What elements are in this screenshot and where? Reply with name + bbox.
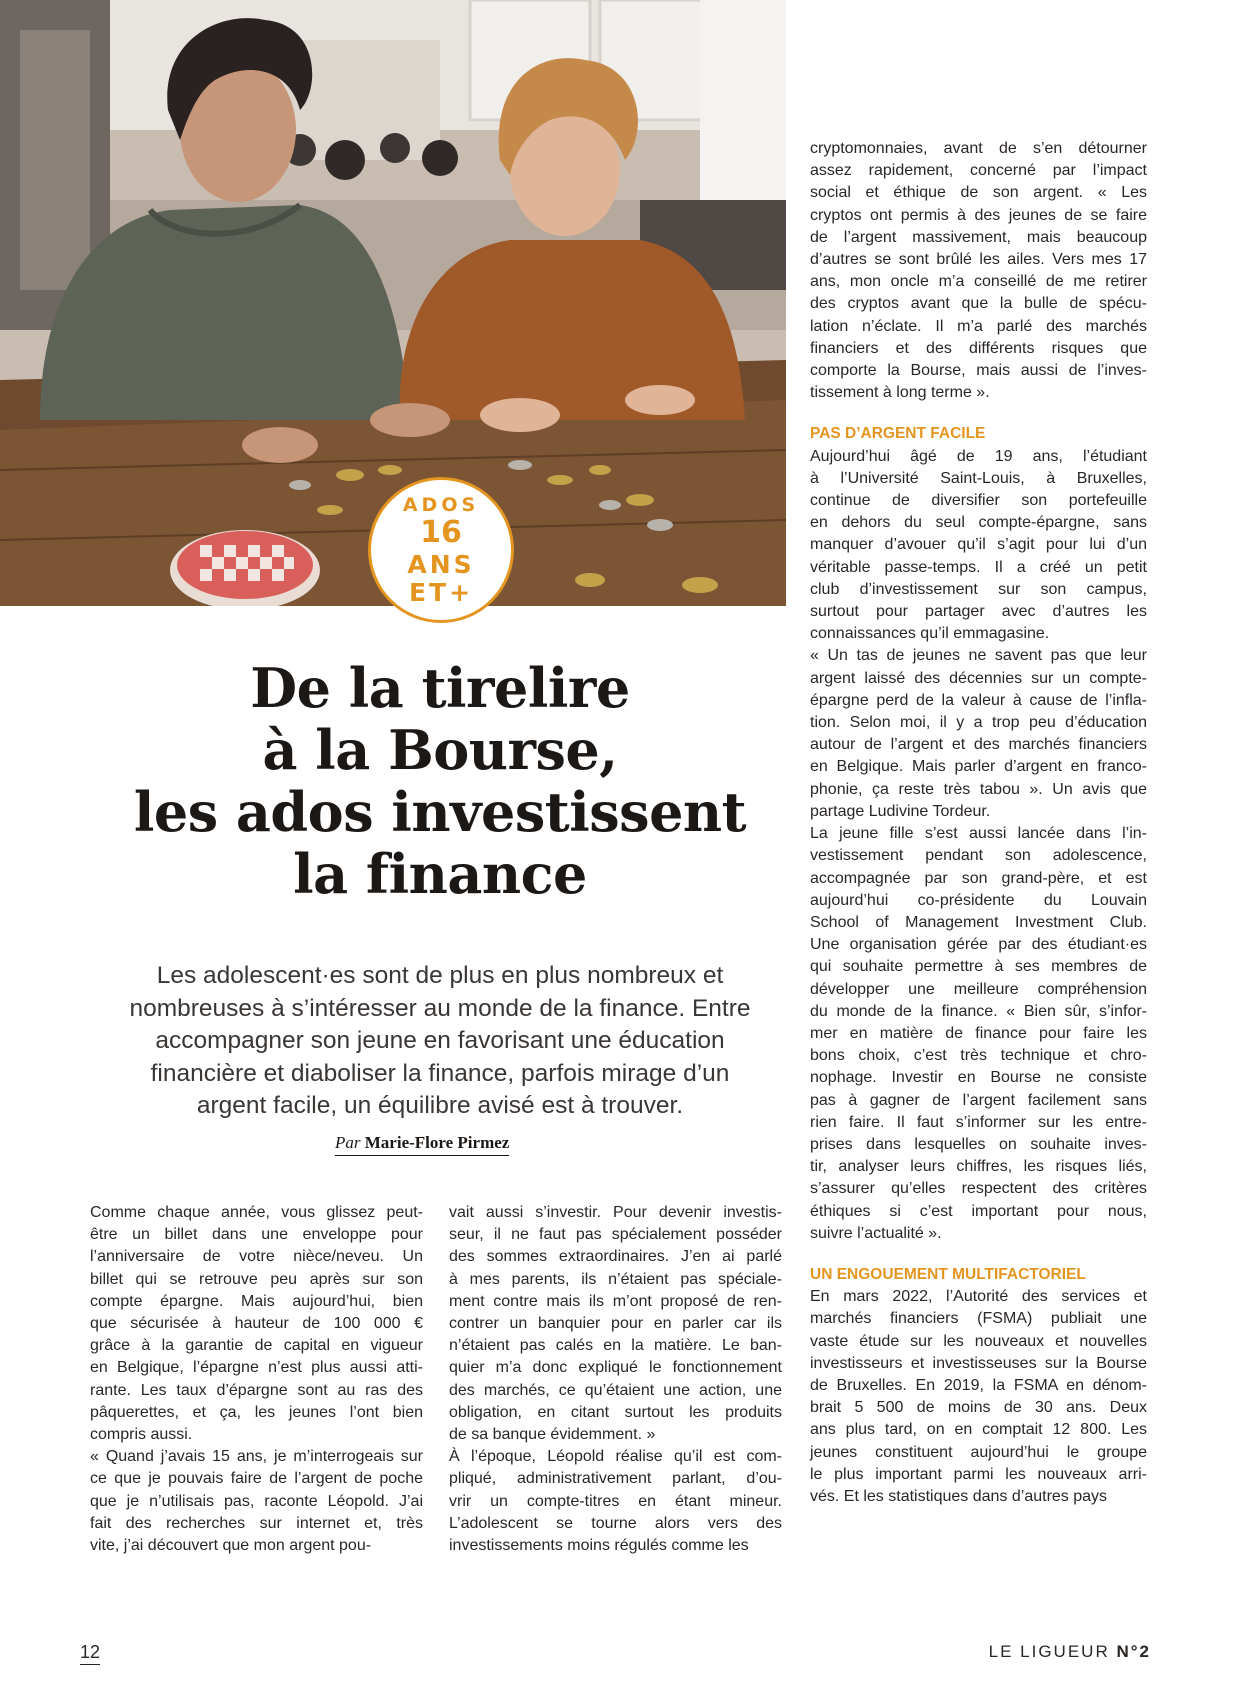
body-line: financiers et des différents risques que (810, 339, 1147, 357)
body-line: ans plus tard, on en comptait 12 800. Les (810, 1421, 1147, 1439)
badge-age-number: 16 (420, 515, 462, 550)
article-intro (80, 960, 800, 1123)
title-line: les ados investissent (133, 780, 747, 844)
body-line: être un billet dans une enveloppe pour (90, 1226, 423, 1244)
body-line: pas à gagner de l’argent facilement sans (810, 1091, 1147, 1109)
badge-et-plus: ET+ (408, 578, 474, 607)
body-line: quier m’a donc expliqué le fonctionnement (449, 1359, 782, 1377)
body-line: social et éthique de son argent. « Les (810, 184, 1147, 202)
body-line: le plus important parmi les nouveaux arri- (810, 1465, 1147, 1483)
body-line: Comme chaque année, vous glissez peut- (90, 1204, 423, 1221)
body-line: club d’investissement sur son campus, (810, 580, 1147, 598)
title-line: la finance (293, 842, 587, 906)
intro-line: argent facile, un équilibre avisé est à trouver. (196, 1092, 684, 1119)
body-line: investissements moins régulés comme les (449, 1537, 749, 1555)
body-line: School of Management Investment Club. (810, 913, 1147, 931)
body-line: que je n’utilisais pas, raconte Léopold. J’ai (90, 1492, 423, 1510)
body-line: Une organisation gérée par des étudiant·es (810, 936, 1147, 954)
body-line: vés. Et les statistiques dans d’autres pays (810, 1487, 1108, 1505)
intro-line: nombreuses à s’intéresser au monde de la finance. Entre (129, 994, 751, 1022)
body-line: continue de diversifier son portefeuille (810, 492, 1147, 510)
magazine-footer (989, 1642, 1151, 1662)
body-line: surtout pour partager avec d’autres les (810, 603, 1147, 621)
body-line: brait 5 500 de moins de 30 ans. Deux (810, 1399, 1147, 1417)
body-line: aujourd’hui co-présidente du Louvain (810, 891, 1147, 909)
body-line: des marchés, ce qu’étaient une action, une (449, 1381, 782, 1399)
body-line: que sécurisée à hauteur de 100 000 € (90, 1315, 423, 1333)
magazine-name: LE LIGUEUR (988, 1642, 1110, 1661)
body-column-3 (810, 138, 1147, 1508)
body-line: tion. Selon moi, il y a trop peu d’éducation (810, 714, 1147, 732)
body-line: fait des recherches sur internet et, très (90, 1514, 423, 1532)
body-line: s’assurer qu’elles respectent des critères (810, 1180, 1147, 1198)
body-column-2 (449, 1202, 782, 1557)
body-line: cryptos ont permis à des jeunes de se faire (810, 206, 1147, 224)
body-line: des sommes extraordinaires. J’en ai parlé (449, 1248, 782, 1266)
title-line: De la tirelire (250, 656, 630, 720)
body-line: du monde de la finance. « Bien sûr, s’infor- (810, 1002, 1147, 1020)
body-line: La jeune fille s’est aussi lancée dans l’in- (810, 825, 1147, 843)
title-line: à la Bourse, (262, 718, 618, 782)
body-line: mer en matière de finance pour faire les (810, 1024, 1147, 1042)
body-line: en Belgique, l’épargne n’est plus aussi atti- (90, 1359, 423, 1377)
body-line: en Belgique. Mais parler d’argent en franco- (810, 758, 1147, 776)
body-line: en dehors du seul compte-épargne, sans (810, 514, 1147, 532)
body-line: contrer un banquier pour en parler car ils (449, 1315, 782, 1333)
body-line: jeunes constituent aujourd’hui le groupe (810, 1443, 1147, 1461)
body-line: prises dans lesquelles on souhaite inves- (810, 1135, 1147, 1153)
body-line: grâce à la garantie de capital en vigueur (90, 1337, 423, 1355)
body-line: En mars 2022, l’Autorité des services et (810, 1288, 1147, 1306)
body-line: à l’Université Saint-Louis, à Bruxelles, (810, 469, 1147, 487)
body-line: « Un tas de jeunes ne savent pas que leur (810, 647, 1147, 665)
body-line: à mes parents, ils n’étaient pas spéciale- (449, 1270, 782, 1288)
body-line: pâquerettes, et ça, les jeunes l’ont bien (90, 1403, 423, 1421)
body-column-1 (90, 1202, 423, 1557)
body-line: Aujourd’hui âgé de 19 ans, l’étudiant (810, 447, 1147, 465)
page-number: 12 (80, 1642, 100, 1665)
body-line: assez rapidement, concerné par l’impact (810, 162, 1147, 180)
section-subheading: PAS D’ARGENT FACILE (810, 425, 986, 443)
body-line: suivre l’actualité ». (810, 1224, 942, 1242)
body-line: de sa banque évidemment. » (449, 1426, 656, 1444)
body-line: ans, mon oncle m’a conseillé de me retirer (810, 273, 1147, 291)
body-line: billet qui se retrouve peu après sur son (90, 1270, 423, 1288)
body-line: vrir un compte-titres en étant mineur. (449, 1492, 782, 1510)
body-line: « Quand j’avais 15 ans, je m’interrogeais sur (90, 1448, 423, 1466)
byline (335, 1133, 509, 1156)
body-line: manquer d’avouer qu’il s’agit pour lui d’un (810, 536, 1147, 554)
body-line: nophage. Investir en Bourse ne consiste (810, 1069, 1147, 1087)
body-line: cryptomonnaies, avant de s’en détourner (810, 140, 1147, 157)
body-line: rante. Les taux d’épargne sont au ras des (90, 1381, 423, 1399)
badge-label: ADOS (402, 494, 480, 516)
body-line: argent laissé des décennies sur un compte- (810, 669, 1147, 687)
body-line: marchés financiers (FSMA) publiait une (810, 1310, 1147, 1328)
body-line: vite, j’ai découvert que mon argent pou- (90, 1537, 372, 1555)
body-line: connaissances qu’il emmagasine. (810, 625, 1050, 643)
body-line: vaste étude sur les nouveaux et nouvelles (810, 1332, 1147, 1350)
byline-author: Marie-Flore Pirmez (364, 1133, 510, 1152)
body-line: d’autres se sont brûlé les ailes. Vers mes 17 (810, 251, 1147, 269)
body-line: accompagnée par son grand-père, et est (810, 869, 1147, 887)
body-line: comporte la Bourse, mais aussi de l’inves- (810, 362, 1147, 380)
body-line: ment contre mais ils m’ont proposé de ren- (449, 1292, 782, 1310)
body-line: tir, analyser leurs chiffres, les risques liés, (810, 1158, 1147, 1176)
body-line: épargne perd de la valeur à cause de l’infla- (810, 691, 1147, 709)
intro-line: financière et diaboliser la finance, parfois mirage d’un (150, 1059, 730, 1087)
byline-prefix: Par (335, 1133, 361, 1152)
badge-ans: ANS (407, 550, 475, 579)
body-line: investisseurs et investisseuses sur la Bourse (810, 1354, 1147, 1372)
body-line: autour de l’argent et des marchés financiers (810, 736, 1147, 754)
body-line: seur, il ne faut pas spécialement posséder (449, 1226, 782, 1244)
body-line: ce que je pouvais faire de l’argent de poche (90, 1470, 423, 1488)
body-line: de Bruxelles. En 2019, la FSMA en dénom- (810, 1376, 1147, 1394)
body-line: éthiques si c’est important pour nous, (810, 1202, 1147, 1220)
body-line: vait aussi s’investir. Pour devenir investis- (449, 1204, 782, 1221)
body-line: de l’argent massivement, mais beaucoup (810, 228, 1147, 246)
body-line: À l’époque, Léopold réalise qu’il est com- (449, 1448, 782, 1466)
body-line: des cryptos avant que la bulle de spécu- (810, 295, 1147, 313)
body-line: n’étaient pas calés en la matière. Le ban- (449, 1337, 782, 1355)
body-line: compris aussi. (90, 1426, 193, 1444)
body-line: obligation, en citant surtout les produits (449, 1403, 782, 1421)
body-line: qui souhaite permettre à ses membres de (810, 958, 1147, 976)
body-line: l’anniversaire de votre nièce/neveu. Un (90, 1248, 423, 1266)
age-badge (368, 477, 514, 623)
intro-line: Les adolescent·es sont de plus en plus nombreux et (156, 962, 724, 989)
body-line: bons choix, c’est très technique et chro- (810, 1047, 1147, 1065)
section-subheading: UN ENGOUEMENT MULTIFACTORIEL (810, 1265, 1086, 1283)
body-line: compte épargne. Mais aujourd’hui, bien (90, 1292, 423, 1310)
body-line: tissement à long terme ». (810, 384, 990, 402)
body-line: développer une meilleure compréhension (810, 980, 1147, 998)
body-line: partage Ludivine Tordeur. (810, 802, 991, 820)
article-title (80, 657, 800, 905)
body-line: rien faire. Il faut s’informer sur les entre- (810, 1113, 1147, 1131)
intro-line: accompagner son jeune en favorisant une éducation (155, 1027, 725, 1054)
body-line: L’adolescent se tourne alors vers des (449, 1514, 782, 1532)
body-line: véritable passe-temps. Il a créé un petit (810, 558, 1147, 576)
body-line: lation n’éclate. Il m’a parlé des marchés (810, 317, 1147, 335)
body-line: phonie, ça reste très tabou ». Un avis que (810, 780, 1147, 798)
body-line: vestissement pendant son adolescence, (810, 847, 1147, 865)
issue-number: N°2 (1116, 1642, 1151, 1661)
body-line: pliqué, administrativement parlant, d’ou- (449, 1470, 782, 1488)
